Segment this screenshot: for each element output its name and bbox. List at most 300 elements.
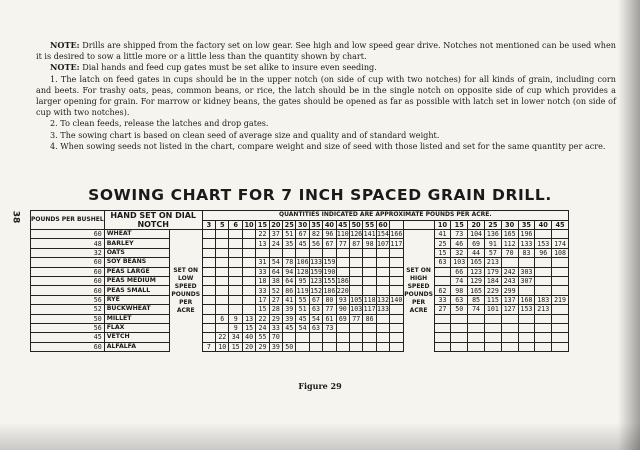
high-speed-value: 165 [501,230,518,239]
pounds-per-bushel-cell: 60 [31,230,105,239]
low-speed-value [350,286,363,295]
high-speed-value [552,258,569,267]
low-speed-value: 190 [323,267,336,276]
low-notch-spacer [390,220,403,230]
low-speed-value [363,342,376,351]
low-speed-value [229,239,242,248]
low-speed-value: 33 [256,286,269,295]
high-speed-value: 46 [451,239,468,248]
high-speed-value: 74 [468,305,485,314]
low-speed-value [242,276,255,285]
crop-name-cell: PEAS SMALL [104,286,169,295]
high-speed-value [451,342,468,351]
high-speed-value: 229 [484,286,501,295]
high-speed-value [535,230,552,239]
low-speed-value: 117 [363,305,376,314]
low-speed-value: 15 [229,342,242,351]
low-notch-6: 6 [229,220,242,230]
low-speed-value [216,286,229,295]
high-speed-value [501,323,518,332]
low-speed-value [336,342,349,351]
pounds-per-bushel-cell: 48 [31,239,105,248]
high-speed-value [552,276,569,285]
low-speed-value: 86 [363,314,376,323]
high-speed-value: 101 [484,305,501,314]
high-speed-value: 41 [434,230,451,239]
high-speed-value [501,258,518,267]
low-speed-value: 15 [256,305,269,314]
low-speed-value [376,276,389,285]
low-speed-value: 50 [283,342,296,351]
table-row [31,276,569,285]
high-speed-value [451,323,468,332]
low-speed-value: 110 [336,230,349,239]
high-speed-value: 219 [552,295,569,304]
high-speed-value [518,323,535,332]
low-speed-value: 117 [390,239,403,248]
low-speed-value: 22 [256,230,269,239]
low-speed-value: 55 [296,295,309,304]
low-speed-value [390,305,403,314]
high-speed-value: 62 [434,286,451,295]
low-speed-value: 39 [269,342,282,351]
low-speed-value: 13 [242,314,255,323]
low-notch-10: 10 [242,220,255,230]
high-speed-value: 299 [501,286,518,295]
low-speed-value: 141 [363,230,376,239]
high-speed-value: 32 [451,248,468,257]
high-speed-value [501,342,518,351]
high-speed-value: 123 [468,267,485,276]
low-speed-value [336,333,349,342]
crop-name-cell: WHEAT [104,230,169,239]
high-speed-value: 213 [535,305,552,314]
low-speed-value [390,333,403,342]
high-speed-value: 70 [501,248,518,257]
low-speed-value: 93 [336,295,349,304]
low-speed-value [336,258,349,267]
low-speed-value [283,333,296,342]
high-speed-value [518,258,535,267]
low-speed-value: 40 [242,333,255,342]
low-speed-value: 152 [310,286,322,295]
low-speed-label: SET ON LOW SPEED POUNDS PER ACRE [169,230,202,352]
high-speed-value: 57 [484,248,501,257]
low-speed-value [229,248,242,257]
table-row [31,286,569,295]
low-speed-value: 45 [296,239,309,248]
low-notch-30: 30 [296,220,309,230]
low-speed-value: 140 [390,295,403,304]
low-speed-value [376,248,389,257]
low-speed-value: 78 [283,258,296,267]
high-speed-value: 137 [501,295,518,304]
pounds-per-bushel-cell: 52 [31,305,105,314]
low-speed-value [336,248,349,257]
low-speed-value: 29 [256,342,269,351]
table-row [31,305,569,314]
low-speed-value [390,342,403,351]
low-speed-value: 20 [242,342,255,351]
high-speed-value: 103 [451,258,468,267]
low-speed-value [323,342,336,351]
high-speed-value: 108 [552,248,569,257]
low-speed-value: 186 [323,286,336,295]
high-speed-value [552,323,569,332]
high-speed-value [484,342,501,351]
low-speed-value: 41 [283,295,296,304]
high-speed-value [434,314,451,323]
low-speed-value: 159 [323,258,336,267]
instruction-2: 2. To clean feeds, release the latches and drop gates. [50,118,269,129]
low-speed-value: 45 [296,314,309,323]
pounds-per-bushel-cell: 32 [31,248,105,257]
high-notch-40: 40 [535,220,552,230]
crop-name-cell: PEAS LARGE [104,267,169,276]
high-speed-value: 25 [434,239,451,248]
low-speed-value [202,258,215,267]
low-speed-value: 33 [256,267,269,276]
low-speed-value [229,258,242,267]
low-speed-value [216,248,229,257]
low-notch-15: 15 [256,220,269,230]
low-speed-value [363,286,376,295]
crop-name-cell: MILLET [104,314,169,323]
low-speed-value: 24 [256,323,269,332]
low-notch-60: 60 [376,220,389,230]
pounds-per-bushel-cell: 56 [31,295,105,304]
low-speed-value [296,248,309,257]
high-speed-value [468,323,485,332]
low-speed-value: 51 [283,230,296,239]
low-speed-value: 94 [283,267,296,276]
high-speed-value [535,323,552,332]
high-speed-value: 63 [451,295,468,304]
high-speed-value: 27 [434,305,451,314]
high-speed-value [552,342,569,351]
low-speed-value [242,295,255,304]
low-speed-value [323,333,336,342]
high-speed-value: 74 [451,276,468,285]
low-speed-value [309,333,322,342]
low-speed-value [229,230,242,239]
low-speed-value: 82 [309,230,322,239]
low-speed-value [242,286,255,295]
high-speed-value [535,314,552,323]
low-speed-value: 118 [363,295,376,304]
crop-name-cell: PEAS MEDIUM [104,276,169,285]
low-speed-value: 186 [336,277,349,286]
low-speed-value [242,248,255,257]
low-speed-value: 70 [269,333,282,342]
high-speed-value: 104 [468,230,485,239]
low-speed-value: 39 [283,305,296,314]
low-speed-value: 29 [269,314,282,323]
high-speed-value: 91 [484,239,501,248]
high-speed-value [434,267,451,276]
low-speed-value: 95 [296,276,309,285]
crop-name-cell: VETCH [104,333,169,342]
header-pounds-per-bushel: POUNDS PER BUSHEL [31,211,105,230]
low-speed-value: 18 [256,276,269,285]
high-speed-value [535,258,552,267]
high-speed-value: 73 [451,230,468,239]
notes-section [36,40,616,152]
crop-name-cell: ALFALFA [104,342,169,351]
low-speed-value [229,276,242,285]
low-speed-value [216,267,229,276]
low-speed-value [390,267,403,276]
high-speed-value: 115 [484,295,501,304]
low-speed-value: 103 [350,305,363,314]
high-speed-value [552,286,569,295]
low-speed-value: 105 [350,295,363,304]
high-speed-value: 165 [468,286,485,295]
low-speed-value [376,323,389,332]
high-speed-value: 44 [468,248,485,257]
low-speed-value: 107 [377,239,389,248]
table-row [31,333,569,342]
low-speed-value: 63 [309,305,322,314]
low-notch-50: 50 [350,220,363,230]
low-speed-value: 80 [323,295,336,304]
high-speed-value [468,342,485,351]
figure-caption: Figure 29 [298,381,342,391]
pounds-per-bushel-cell: 60 [31,342,105,351]
low-speed-value: 33 [269,323,282,332]
low-speed-value: 64 [269,267,282,276]
low-speed-value: 54 [269,258,282,267]
instruction-3: 3. The sowing chart is based on clean seed of average size and quality and of standard weight. [50,129,440,140]
low-speed-value [216,276,229,285]
high-speed-value: 183 [535,295,552,304]
high-speed-value: 213 [484,258,501,267]
high-speed-value [518,342,535,351]
table-row [31,267,569,276]
note-1-label: NOTE: [50,40,80,50]
low-speed-value [376,314,389,323]
low-speed-value [283,248,296,257]
side-page-number: 38 [10,210,21,224]
high-notch-25: 25 [484,220,501,230]
high-notch-10: 10 [434,220,451,230]
low-speed-value: 119 [296,286,309,295]
table-row [31,295,569,304]
low-speed-value: 13 [256,239,269,248]
low-speed-value [390,314,403,323]
pounds-per-bushel-cell: 50 [31,314,105,323]
high-speed-value [518,286,535,295]
high-speed-value: 15 [434,248,451,257]
high-speed-value [535,286,552,295]
high-speed-value: 63 [434,258,451,267]
note-2 [36,62,616,73]
high-speed-value: 129 [468,276,485,285]
low-speed-value: 10 [216,342,229,351]
low-speed-value: 24 [269,239,282,248]
crop-name-cell: SOY BEANS [104,258,169,267]
low-speed-value [296,333,309,342]
low-speed-value [216,239,229,248]
low-speed-value: 9 [229,314,242,323]
low-speed-value [350,258,363,267]
low-speed-value [269,248,282,257]
high-speed-value: 69 [468,239,485,248]
header-quantities: QUANTITIES INDICATED ARE APPROXIMATE POUNDS PER ACRE. [202,211,568,221]
low-speed-value: 51 [296,305,309,314]
sowing-chart-body [31,230,569,352]
low-speed-value [242,258,255,267]
pounds-per-bushel-cell: 45 [31,333,105,342]
high-speed-value [451,333,468,342]
low-notch-20: 20 [269,220,282,230]
low-speed-value [202,295,215,304]
low-speed-value: 166 [390,230,403,239]
low-speed-value: 90 [336,305,349,314]
pounds-per-bushel-cell: 60 [31,276,105,285]
low-speed-value [202,239,215,248]
crop-name-cell: FLAX [104,323,169,332]
high-speed-value: 83 [518,248,535,257]
sowing-chart-table [30,210,569,352]
page-bottom-shadow [0,422,640,450]
low-speed-value: 67 [323,239,336,248]
low-speed-value: 7 [202,342,215,351]
low-speed-value: 133 [377,305,389,314]
crop-name-cell: RYE [104,295,169,304]
low-speed-value [390,323,403,332]
low-speed-value [350,342,363,351]
note-1 [36,40,616,62]
low-speed-value: 154 [377,230,389,239]
high-notch-35: 35 [518,220,535,230]
low-speed-value: 133 [310,258,322,267]
high-speed-value [501,333,518,342]
low-speed-value: 37 [269,230,282,239]
high-speed-value: 243 [501,276,518,285]
low-speed-value: 28 [269,305,282,314]
low-notch-3: 3 [202,220,215,230]
low-speed-value: 73 [323,323,336,332]
low-speed-value [309,342,322,351]
high-speed-value: 50 [451,305,468,314]
high-speed-value [552,333,569,342]
high-speed-value: 307 [518,276,535,285]
low-speed-value [242,305,255,314]
low-speed-value: 77 [323,305,336,314]
high-speed-value [451,314,468,323]
low-speed-value [336,323,349,332]
high-speed-value [434,342,451,351]
low-speed-value [376,286,389,295]
low-speed-value: 54 [296,323,309,332]
high-label-header-spacer [403,220,434,230]
low-notch-5: 5 [216,220,229,230]
low-speed-value: 69 [336,314,349,323]
low-speed-value: 123 [310,277,322,286]
low-speed-value [216,323,229,332]
crop-name-cell: BARLEY [104,239,169,248]
high-speed-value: 168 [518,295,535,304]
high-speed-value [535,333,552,342]
low-speed-value: 106 [296,258,309,267]
high-speed-value: 127 [501,305,518,314]
low-speed-value: 98 [363,239,376,248]
low-speed-value [350,248,363,257]
low-notch-40: 40 [323,220,336,230]
low-speed-value: 87 [350,239,363,248]
low-speed-value [376,267,389,276]
high-speed-value [552,230,569,239]
low-speed-value [202,267,215,276]
low-speed-value [229,305,242,314]
low-speed-value [229,295,242,304]
note-2-label: NOTE: [50,62,80,73]
low-speed-value [363,248,376,257]
low-speed-value: 67 [296,230,309,239]
low-speed-value: 34 [229,333,242,342]
low-speed-value [363,258,376,267]
low-speed-value: 39 [283,314,296,323]
low-speed-value [229,267,242,276]
low-speed-value: 159 [310,267,322,276]
low-notch-25: 25 [283,220,296,230]
low-speed-value [363,267,376,276]
low-speed-value: 35 [283,239,296,248]
low-speed-value [390,276,403,285]
low-speed-value: 22 [216,333,229,342]
high-speed-value [552,267,569,276]
table-row [31,323,569,332]
low-speed-value: 61 [323,314,336,323]
low-speed-value: 9 [229,323,242,332]
low-speed-value [216,305,229,314]
low-speed-value [202,230,215,239]
low-speed-value [390,286,403,295]
high-speed-value: 153 [518,305,535,314]
note-2-text: Dial hands and feed cup gates must be set alike to insure even seeding. [82,62,377,73]
high-speed-value: 165 [468,258,485,267]
high-speed-value [484,323,501,332]
low-speed-value [309,248,322,257]
low-speed-value: 96 [323,230,336,239]
high-speed-value [552,305,569,314]
high-speed-value [468,333,485,342]
high-speed-value [535,276,552,285]
low-speed-value [350,333,363,342]
low-speed-value: 52 [269,286,282,295]
low-speed-value: 54 [309,314,322,323]
low-speed-value [202,276,215,285]
low-speed-value [390,258,403,267]
table-row [31,239,569,248]
high-speed-value [518,333,535,342]
high-speed-value [434,333,451,342]
low-speed-value [350,323,363,332]
low-speed-value [363,333,376,342]
high-speed-value: 174 [552,239,569,248]
high-notch-45: 45 [552,220,569,230]
high-speed-value: 184 [484,276,501,285]
header-hand-set: HAND SET ON DIAL NOTCH [104,211,202,230]
high-speed-value: 98 [451,286,468,295]
high-speed-value [468,314,485,323]
low-notch-55: 55 [363,220,376,230]
low-speed-value: 86 [283,286,296,295]
crop-name-cell: OATS [104,248,169,257]
high-speed-value: 112 [501,239,518,248]
low-speed-value [376,342,389,351]
